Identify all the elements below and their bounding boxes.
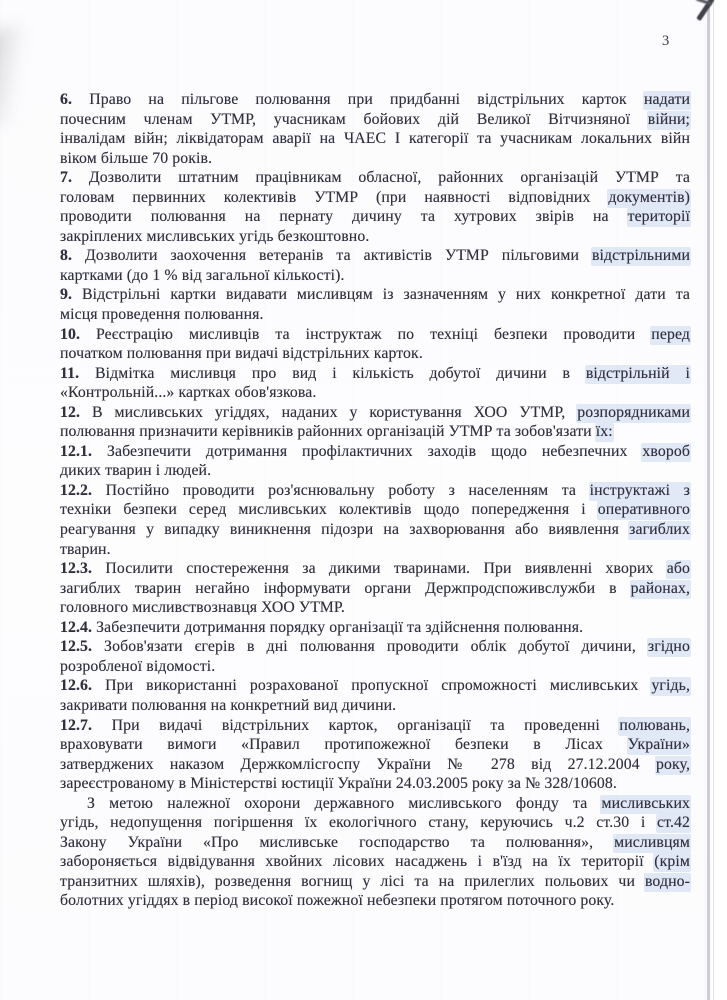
paragraph — [60, 442, 690, 481]
item-number: 7. — [60, 169, 73, 187]
scan-tinted-text: районах, — [630, 579, 690, 597]
text-line — [60, 383, 690, 403]
scan-tinted-text: оперативного — [597, 501, 690, 519]
paragraph — [60, 403, 690, 442]
text-line — [60, 344, 690, 364]
text-segment: віком більше 70 років. — [60, 149, 213, 167]
text-line — [60, 461, 690, 481]
text-line — [60, 657, 690, 677]
text-segment: Посилити спостереження за дикими тваринами. При виявленні хворих — [92, 560, 667, 578]
scan-tinted-text: року, — [655, 755, 690, 773]
text-line — [60, 364, 690, 384]
text-segment: При видачі відстрільних карток, організації та проведенні — [92, 716, 620, 734]
paragraph — [60, 90, 690, 168]
text-segment: болотних угіддях в період високої пожежної небезпеки протягом поточного року. — [60, 892, 615, 910]
text-line — [60, 735, 690, 755]
text-segment: Дозволити заохочення ветеранів та активістів УТМР пільговими — [72, 247, 592, 265]
text-line — [60, 637, 690, 657]
item-number: 6. — [60, 91, 73, 108]
text-segment: місця проведення полювання. — [60, 306, 264, 324]
scan-tinted-text: (крім — [654, 853, 690, 871]
text-segment: Закону України «Про мисливське господарство та полювання», — [60, 833, 615, 851]
text-line — [60, 500, 690, 520]
paragraph — [60, 481, 690, 559]
text-line — [60, 618, 690, 638]
scan-tinted-text: території — [627, 208, 690, 226]
text-segment: Постійно проводити роз'яснювальну роботу з населенням та — [92, 481, 590, 499]
item-number: 12.1. — [60, 442, 93, 460]
text-line — [60, 676, 690, 696]
text-line — [60, 481, 690, 501]
text-segment: забороняється відвідування хвойних лісових насаджень і в'їзд на їх території — [60, 853, 655, 871]
text-line — [60, 403, 690, 423]
text-line — [60, 696, 690, 716]
scan-edge-line-faint — [713, 0, 714, 1000]
text-segment: полювання призначити керівників районних організацій УТМР та зобов'язати — [60, 423, 596, 441]
text-line — [60, 422, 690, 442]
text-line — [60, 168, 690, 188]
text-segment: закривати полювання на конкретний вид дичини. — [60, 696, 397, 714]
text-segment: закріплених мисливських угідь безкоштовно. — [60, 227, 370, 245]
paragraph — [60, 637, 690, 676]
text-segment: головного мисливствознавця ХОО УТМР. — [60, 599, 345, 617]
text-line — [60, 90, 690, 110]
item-number: 9. — [60, 286, 73, 304]
text-segment: реагування у випадку виникнення підозри на захворювання або виявлення — [60, 521, 630, 539]
text-line — [60, 813, 690, 833]
text-segment: враховувати вимоги «Правил протипожежної безпеки в Лісах — [60, 736, 628, 754]
text-segment: техніки безпеки серед мисливських колективів щодо попередження і — [60, 501, 598, 519]
scan-tinted-text: інструктажі з — [589, 481, 690, 499]
item-number: 12.3. — [60, 560, 93, 578]
text-segment: картками (до 1 % від загальної кількості). — [60, 266, 345, 284]
text-segment: початком полювання при видачі відстрільних карток. — [60, 345, 423, 363]
text-block — [60, 90, 690, 911]
text-line — [60, 188, 690, 208]
page-number: 3 — [662, 33, 670, 49]
scan-tinted-text: угідь, — [651, 677, 690, 695]
item-number: 10. — [60, 325, 81, 343]
text-segment: Реєстрацію мисливців та інструктаж по техніці безпеки проводити — [80, 325, 652, 343]
text-line — [60, 559, 690, 579]
scan-tinted-text: надати — [643, 91, 690, 108]
scan-tinted-text: водно- — [644, 872, 690, 890]
scan-tinted-text: згідно — [647, 638, 690, 656]
scan-tinted-text: полювань, — [619, 716, 690, 734]
text-segment: Відстрільні картки видавати мисливцям із зазначенням у них конкретної дати та — [72, 286, 690, 304]
text-line — [60, 579, 690, 599]
paragraph — [60, 325, 690, 364]
text-segment: Дозволити штатним працівникам обласної, районних організацій УТМР та — [72, 169, 690, 187]
text-line — [60, 246, 690, 266]
text-line — [60, 266, 690, 286]
text-line — [60, 755, 690, 775]
text-line — [60, 149, 690, 169]
scan-edge-line — [707, 0, 710, 1000]
text-line — [60, 872, 690, 892]
text-segment: При використанні розрахованої пропускної спроможності мисливських — [92, 677, 652, 695]
scan-tinted-text: документів) — [608, 188, 690, 206]
text-segment: головам первинних колективів УТМР (при наявності відповідних — [60, 188, 609, 206]
text-line — [60, 833, 690, 853]
text-segment: почесним членам УТМР, учасникам бойових дій Великої Вітчизняної — [60, 110, 648, 128]
text-line — [60, 520, 690, 540]
scan-right-strip — [712, 0, 727, 1000]
text-line — [60, 442, 690, 462]
item-number: 12.6. — [60, 677, 93, 695]
scan-tinted-text: або — [666, 560, 690, 578]
scan-tinted-text: хвороб — [642, 442, 690, 460]
scan-tinted-text: ст.42 — [657, 814, 690, 832]
text-segment: зареєстрованому в Міністерстві юстиції України 24.03.2005 року за № 328/10608. — [60, 775, 617, 793]
text-line — [60, 110, 690, 130]
scan-tinted-text: перед — [651, 325, 690, 343]
text-segment: В мисливських угіддях, наданих у користування ХОО УТМР, — [80, 403, 578, 421]
text-segment: Зобов'язати єгерів в дні полювання проводити облік добутої дичини, — [92, 638, 648, 656]
text-segment: Забезпечити дотримання порядку організації та здійснення полювання. — [92, 618, 584, 636]
scan-tinted-text: відстрільними — [591, 247, 690, 265]
item-number: 12.7. — [60, 716, 93, 734]
text-segment: розробленої відомості. — [60, 657, 216, 675]
text-segment: проводити полювання на пернату дичину та хутрових звірів на — [60, 208, 628, 226]
paragraph — [60, 168, 690, 246]
scan-tinted-text: розпорядниками — [577, 403, 690, 421]
text-segment: угідь, недопущення погіршення їх екологічного стану, керуючись ч.2 ст.30 і — [60, 814, 658, 832]
text-line — [60, 891, 690, 911]
item-number: 12.4. — [60, 618, 93, 636]
text-line — [60, 207, 690, 227]
text-line — [60, 716, 690, 736]
text-line — [60, 129, 690, 149]
text-segment: «Контрольній...» картках обов'язкова. — [60, 384, 317, 402]
item-number: 12.5. — [60, 638, 93, 656]
text-segment: інвалідам війн; ліквідаторам аварії на ЧАЕС І категорії та учасникам локальних війн — [60, 130, 690, 148]
text-line — [60, 794, 690, 814]
text-line — [60, 285, 690, 305]
item-number: 11. — [60, 364, 80, 382]
text-line — [60, 774, 690, 794]
text-line — [60, 305, 690, 325]
text-segment: загиблих тварин негайно інформувати органи Держпродспоживслужби в — [60, 579, 631, 597]
paragraph — [60, 559, 690, 618]
paragraph — [60, 285, 690, 324]
text-segment: З метою належної охорони державного мисливського фонду та — [87, 794, 602, 812]
text-segment: затверджених наказом Держкомлісгоспу України № 278 від 27.12.2004 — [60, 755, 656, 773]
paragraph — [60, 716, 690, 794]
text-line — [60, 852, 690, 872]
text-segment: Відмітка мисливця про вид і кількість добутої дичини в — [79, 364, 586, 382]
scan-tinted-text: України» — [627, 736, 690, 754]
item-number: 8. — [60, 247, 73, 265]
paragraph — [60, 676, 690, 715]
item-number: 12.2. — [60, 481, 93, 499]
text-segment: тварин. — [60, 540, 111, 558]
scan-tinted-text: мисливцям — [614, 833, 690, 851]
item-number: 12. — [60, 403, 81, 421]
scan-tinted-text: відстрільній і — [585, 364, 690, 382]
paragraph — [60, 246, 690, 285]
paragraph — [60, 618, 690, 638]
scan-tinted-text: загиблих — [629, 521, 690, 539]
text-line — [60, 540, 690, 560]
text-line — [60, 598, 690, 618]
paragraph — [60, 794, 690, 911]
text-line — [60, 325, 690, 345]
text-segment: диких тварин і людей. — [60, 462, 212, 480]
text-segment: Право на пільгове полювання при придбанні відстрільних карток — [72, 91, 644, 108]
scan-tinted-text: мисливських — [601, 794, 690, 812]
scan-tinted-text: війни; — [647, 110, 690, 128]
scan-tinted-text: їх: — [595, 423, 613, 441]
text-line — [60, 227, 690, 247]
text-segment: транзитних шляхів), розведення вогнищ у лісі та на прилеглих польових чи — [60, 872, 645, 890]
paragraph — [60, 364, 690, 403]
scan-shadow-top-left — [0, 23, 48, 130]
text-segment: Забезпечити дотримання профілактичних заходів щодо небезпечних — [92, 442, 643, 460]
